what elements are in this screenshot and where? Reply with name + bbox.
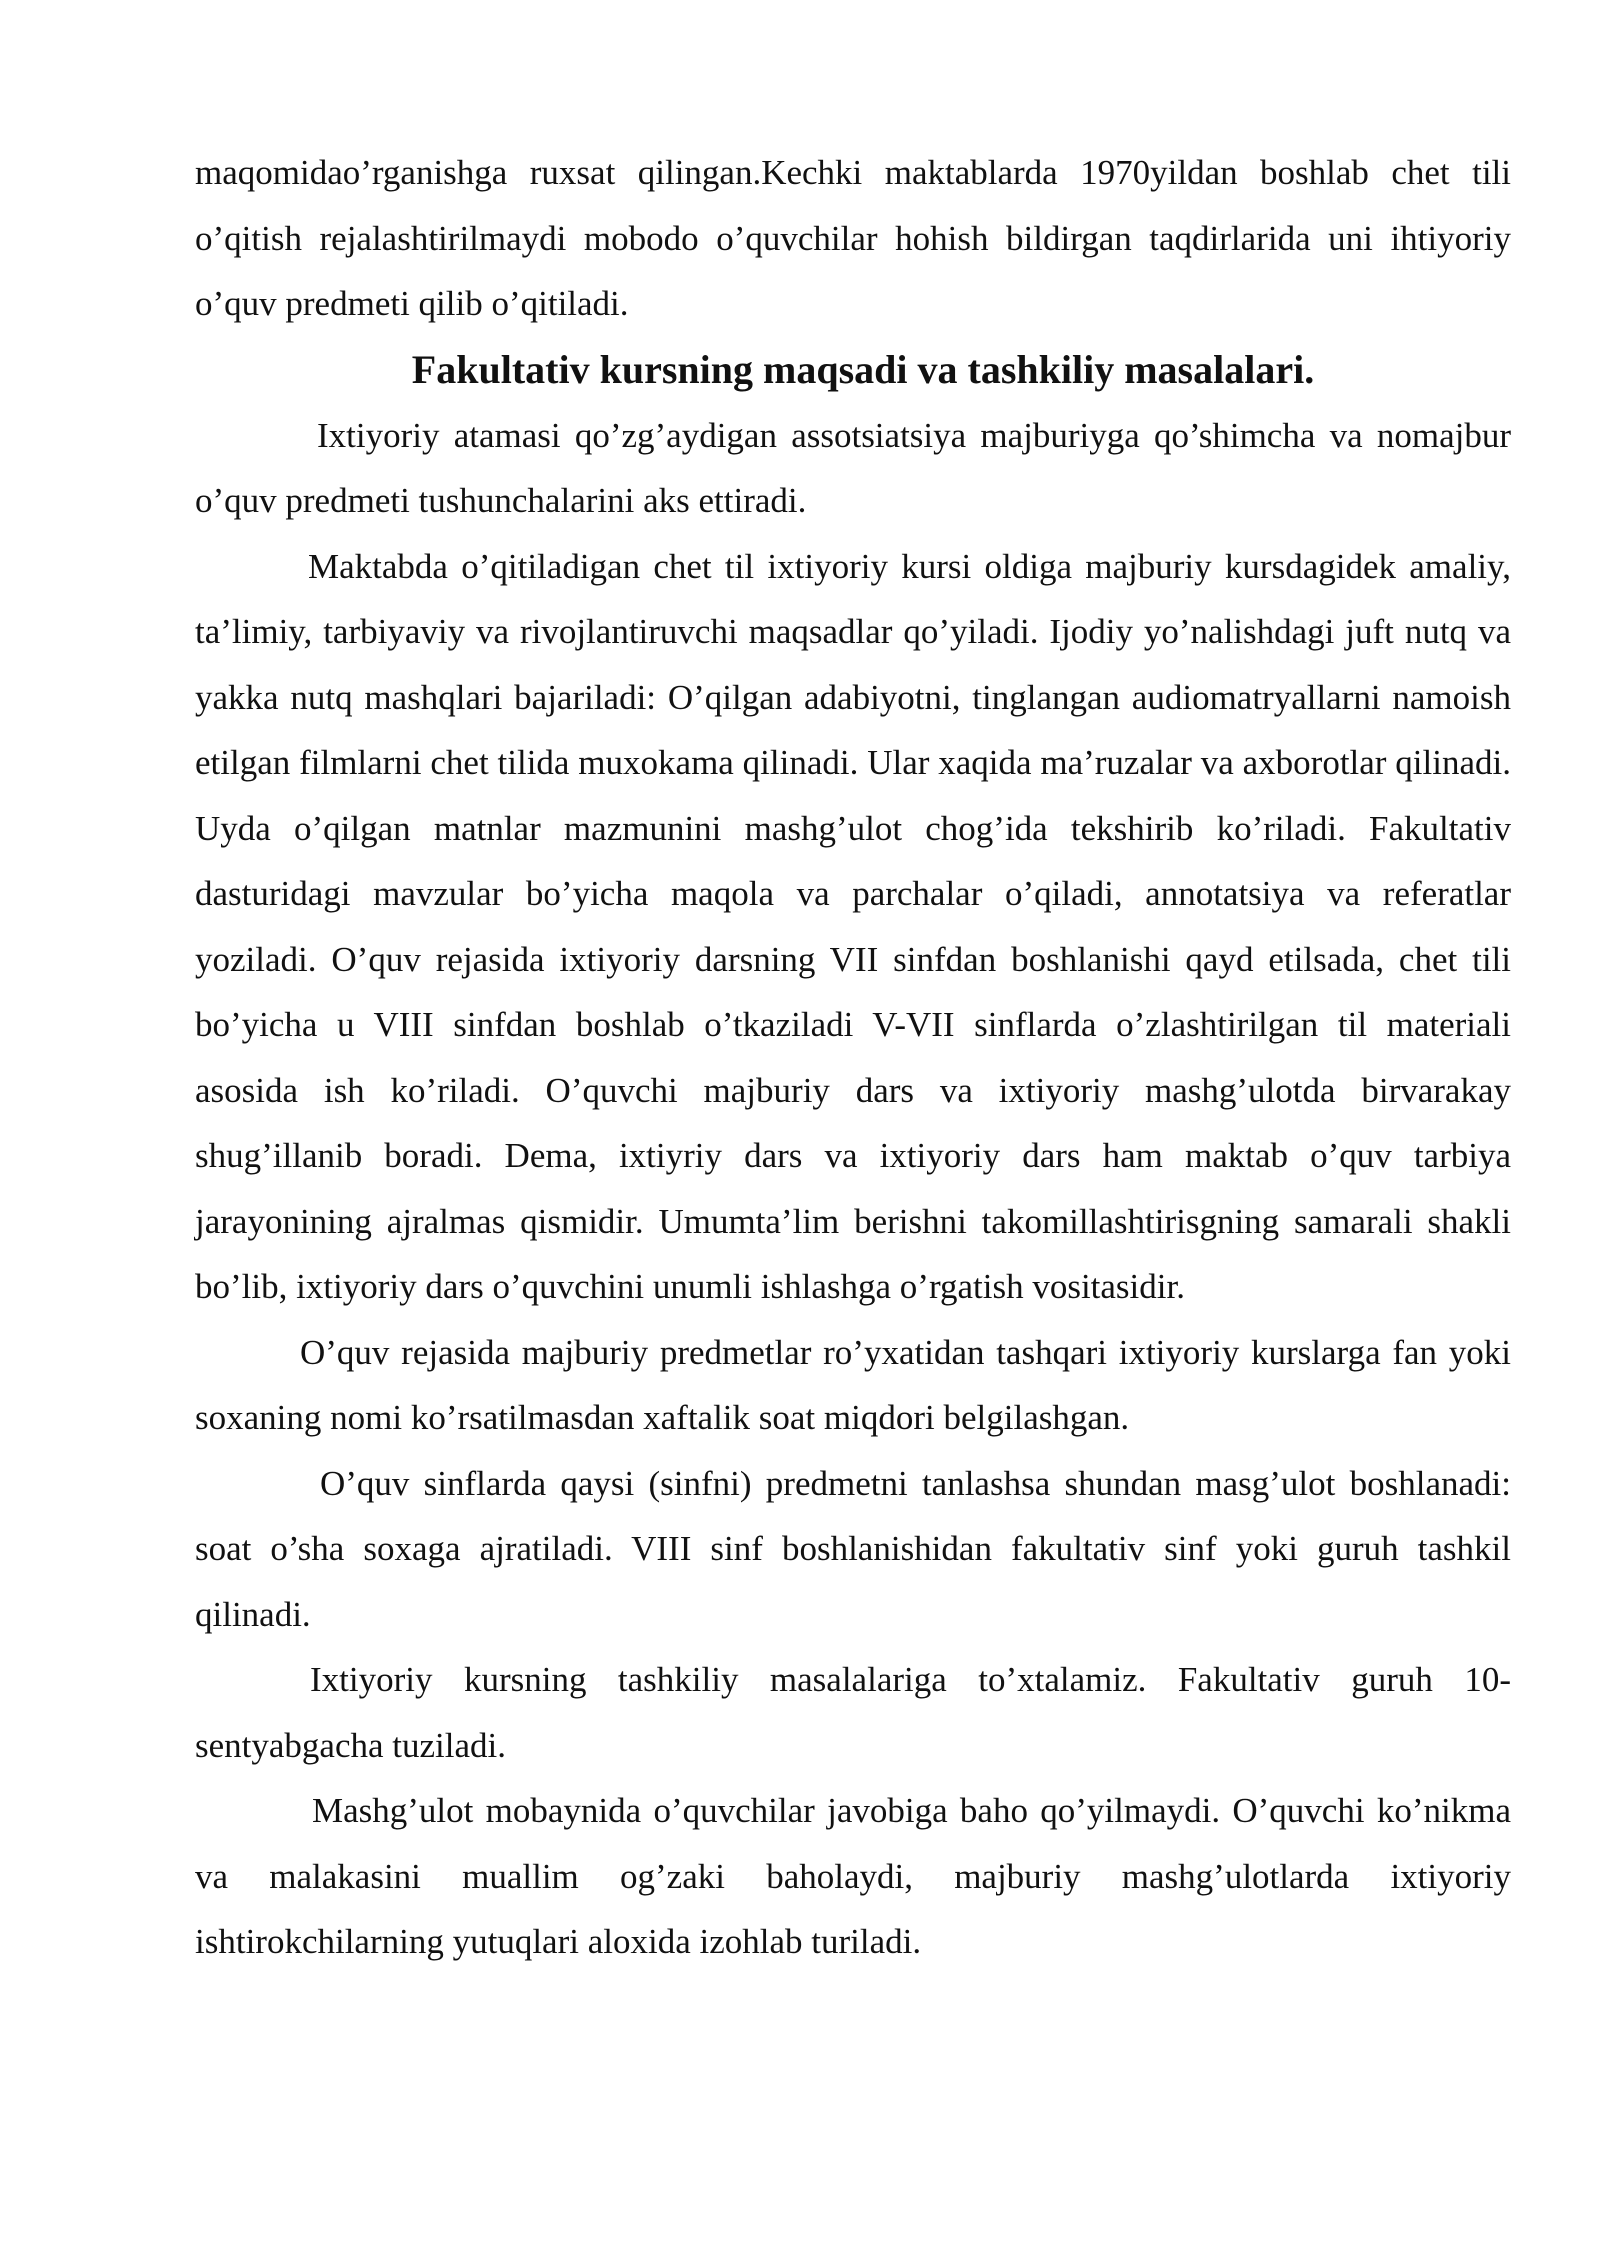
paragraph-mashgulot: Mashg’ulot mobaynida o’quvchilar javobiga baho qo’yilmaydi. O’quvchi ko’nikma va malakasini muallim og’zaki baholaydi, majburiy mashg’ulotlarda ixtiyoriy ishtirokchilarning yutuqlari aloxida izohlab turiladi. (195, 1791, 1511, 1961)
document-page (195, 140, 1511, 1975)
paragraph-maktabda: Maktabda o’qitiladigan chet til ixtiyoriy kursi oldiga majburiy kursdagidek amaliy, ta’limiy, tarbiyaviy va rivojlantiruvchi maqsadlar qo’yiladi. Ijodiy yo’nalishdagi juft nutq va yakka nutq mashqlari bajariladi: O’qilgan adabiyotni, tinglangan audiomatryallarni namoish etilgan filmlarni chet tilida muxokama qilinadi. Ular xaqida ma’ruzalar va axborotlar qilinadi. Uyda o’qilgan matnlar mazmunini mashg’ulot chog’ida tekshirib ko’riladi. Fakultativ dasturidagi mavzular bo’yicha maqola va parchalar o’qiladi, annotatsiya va referatlar yoziladi. O’quv rejasida ixtiyoriy darsning VII sinfdan boshlanishi qayd etilsada, chet tili bo’yicha u VIII sinfdan boshlab o’tkaziladi V-VII sinflarda o’zlashtirilgan til materiali asosida ish ko’riladi. O’quvchi majburiy dars va ixtiyoriy mashg’ulotda birvarakay shug’illanib boradi. Dema, ixtiyriy dars va ixtiyoriy dars ham maktab o’quv tarbiya jarayonining ajralmas qismidir. Umumta’lim berishni takomillashtirisgning samarali shakli bo’lib, ixtiyoriy dars o’quvchini unumli ishlashga o’rgatish vositasidir. (195, 546, 1511, 1306)
section-heading: Fakultativ kursning maqsadi va tashkiliy masalalari. (411, 346, 1315, 392)
paragraph-oquv-sinflarda: O’quv sinflarda qaysi (sinfni) predmetni tanlashsa shundan masg’ulot boshlanadi: soat o’sha soxaga ajratiladi. VIII sinf boshlanishidan fakultativ sinf yoki guruh tashkil qilinadi. (195, 1463, 1511, 1634)
paragraph-ixtiyoriy-atamasi: Ixtiyoriy atamasi qo’zg’aydigan assotsiatsiya majburiyga qo’shimcha va nomajbur o’quv predmeti tushunchalarini aks ettiradi. (195, 415, 1511, 520)
intro-paragraph: maqomidao’rganishga ruxsat qilingan.Kechki maktablarda 1970yildan boshlab chet tili o’qitish rejalashtirilmaydi mobodo o’quvchilar hohish bildirgan taqdirlarida uni ihtiyoriy o’quv predmeti qilib o’qitiladi. (195, 153, 1511, 323)
paragraph-oquv-rejasida: O’quv rejasida majburiy predmetlar ro’yxatidan tashqari ixtiyoriy kurslarga fan yoki soxaning nomi ko’rsatilmasdan xaftalik soat miqdori belgilashgan. (195, 1332, 1511, 1437)
paragraph-tashkiliy-masalalar: Ixtiyoriy kursning tashkiliy masalalariga to’xtalamiz. Fakultativ guruh 10-sentyabgacha tuziladi. (195, 1660, 1511, 1765)
